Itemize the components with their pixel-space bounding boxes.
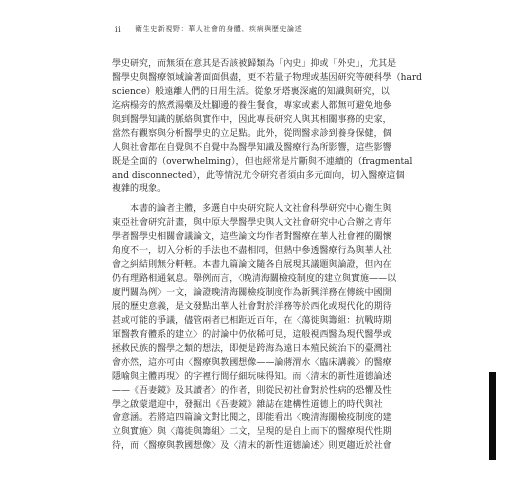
- paragraph-first-line: 本書的論者主體，多選自中央研究院人文社會科學研究中心衛生與: [130, 204, 392, 215]
- body-text: [112, 58, 440, 468]
- text-line: 立與實施〉與〈蕩徙與籌組〉二文，呈現的是自上而下的醫療現代性期: [112, 427, 392, 438]
- text-line: 學之啟蒙還迎中，發掘出《吾妻鏡》雜誌在建構性道德上的時代與社: [112, 399, 383, 410]
- text-line: 展的歷史意義，是文發點出華人社會對於洋務等於西化或現代化的期待: [112, 301, 392, 312]
- text-line: 複雜的現象。: [112, 184, 167, 195]
- text-line: science）般遠離人們的日用生活。從象牙塔裏深處的知識與研究，以: [112, 86, 390, 97]
- text-line: 廈門關為例〉一文，論證晚清海關檢疫制度作為新興洋務在傳統中國開: [112, 288, 392, 298]
- text-line: 仍有理路相通氣息。舉例而言，〈晚清海關檢疫制度的建立與實施——以: [112, 274, 397, 285]
- text-line: 會之糾結則無分軒輊。本書九篇論文隨各自展現其議題與論證，但內在: [112, 260, 392, 271]
- text-line: 會意涵。若將這四篇論文對比閱之，即能看出〈晚清海關檢疫制度的建: [112, 413, 392, 424]
- text-line: 既是全面的（overwhelming），但也經常是片斷與不連續的（fragmental: [112, 156, 413, 167]
- text-line: 軍醫教育體系的建立〉的討論中仍依稀可見，這般視西醫為現代醫學或: [112, 329, 392, 340]
- text-line: 拯救民族的醫學之類的想法，即便是跨海為遠日本殖民統治下的臺灣社: [112, 343, 392, 354]
- text-line: 待，而〈醫療與教國想像〉及〈清末的新性道德論述〉則更趨近於社會: [112, 441, 392, 452]
- text-line: 會亦然，這亦可由〈醫療與教國想像——論蔣渭水〈臨床講義〉的醫療: [112, 357, 392, 368]
- text-line: [112, 454, 440, 468]
- page-number: ii: [115, 24, 122, 34]
- text-line: 學史研究，而無須在意其是否該被歸類為「內史」抑或「外史」，尤其是: [112, 59, 397, 69]
- text-line: and disconnected），此等情況尤令研究者須由多元面向，切入醫療這個: [112, 170, 405, 181]
- text-line: 迄病榻旁的熬煮湯藥及灶腳邊的養生餐食，專家或素人都無可避免地參: [112, 100, 392, 111]
- text-line: 當然有觀察與分析醫學史的立足點。此外，從問醫求診到養身保健，個: [112, 128, 392, 139]
- text-line: 東亞社會研究計畫，與中原大學醫學史與人文社會研究中心合辦之青年: [112, 218, 392, 229]
- text-line: 隱喻與主體再現〉的字裡行間仔細玩味得知。而〈清末的新性道德論述: [112, 371, 392, 382]
- text-line: 人與社會都在自覺與不自覺中為醫學知識及醫療行為所影響，這些影響: [112, 142, 392, 153]
- text-line: 與到醫學知識的脈絡與實作中，因此專長研究人與其相關事務的史家，: [112, 114, 392, 125]
- text-line: ——《吾妻鏡》及其讀者〉的作者，則從民初社會對於性病的恐懼及性: [112, 385, 392, 396]
- text-line: 角度不一，切入分析的手法也不盡相同，但熱中參透醫療行為與華人社: [112, 246, 392, 257]
- text-line: 甚或可能的爭議，儘管兩者已相距近百年，在〈蕩徙與籌組：抗戰時期: [112, 315, 392, 326]
- text-line: 學者醫學史相關會議論文，這些論文均作者對醫療在華人社會裡的關懷: [112, 232, 392, 243]
- text-line: 醫學史與醫療領域論著面面俱盡，更不若量子物理或基因研究等硬科學（hard: [112, 72, 422, 83]
- page-edge-marker: [489, 372, 496, 460]
- running-title: 衛生史新視野：華人社會的身體、疾病與歷史論述: [135, 25, 303, 33]
- page-header: [115, 22, 455, 36]
